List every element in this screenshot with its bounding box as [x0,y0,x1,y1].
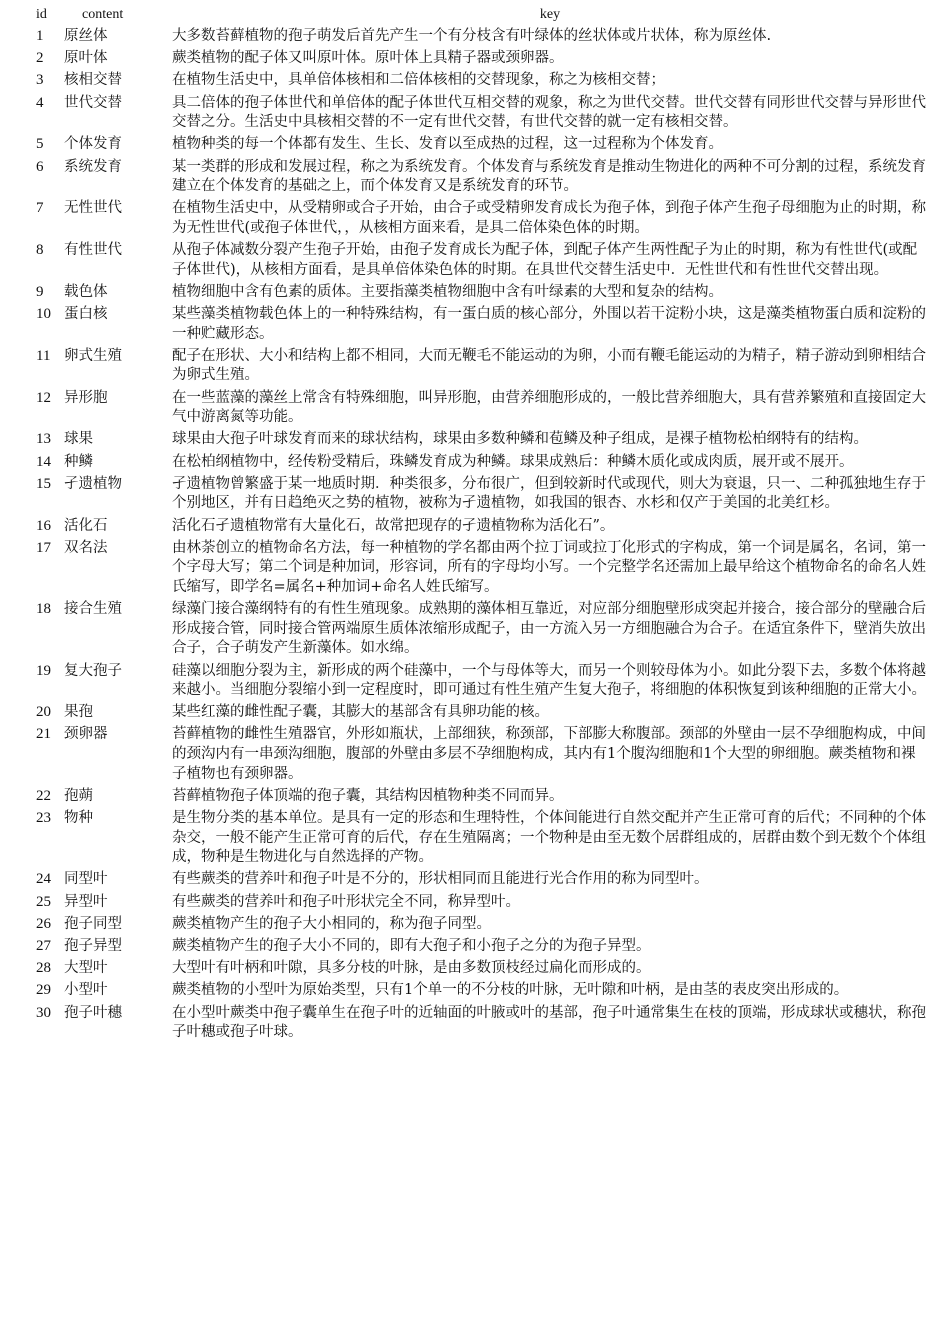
row-definition: 大型叶有叶柄和叶隙，具多分枝的叶脉，是由多数顶枝经过扁化而形成的。 [172,960,651,977]
row-term: 复大孢子 [64,662,122,679]
row-id: 15 [36,475,51,492]
header-row [34,6,928,27]
row-definition: 由林荼创立的植物命名方法，每一种植物的学名都由两个拉丁词或拉丁化形式的字构成，第一个词是属名，名词，第一个字母大写；第二个词是种加词，形容词，所有的字母均小写。一个完整学名还需加上最早给这个植物命名的命名人姓氏缩写，即学名=属名+种加词+命名人姓氏缩写。 [172,539,926,595]
row-term: 种鳞 [64,453,93,470]
row-definition: 孑遗植物曾繁盛于某一地质时期．种类很多，分布很广，但到较新时代或现代，则大为衰退，只一、二种孤独地生存于个别地区，并有日趋绝灭之势的植物，被称为孑遗植物，如我国的银杏、水杉和仅产于美国的北美红杉。 [172,475,926,512]
row-term: 果孢 [64,704,93,721]
row-id: 4 [36,94,44,111]
row-id: 19 [36,662,51,679]
table-row [34,430,928,452]
row-definition: 绿藻门接合藻纲特有的有性生殖现象。成熟期的藻体相互靠近，对应部分细胞壁形成突起并接合，接合部分的壁融合后形成接合管，同时接合管两端原生质体浓缩形成配子，由一方流入另一方细胞融合为合子。在适宜条件下，壁消失放出合子，合子萌发产生新藻体。如水绵。 [172,601,926,657]
row-id: 13 [36,431,51,448]
table-row [34,475,928,517]
row-definition: 在小型叶蕨类中孢子囊单生在孢子叶的近轴面的叶腋或叶的基部，孢子叶通常集生在枝的顶端，形成球状或穗状，称孢子叶穗或孢子叶球。 [172,1004,926,1041]
row-id: 26 [36,915,51,932]
row-term: 孢子叶穗 [64,1004,122,1021]
row-term: 孢子同型 [64,915,122,932]
table-row [34,453,928,475]
row-definition: 某些藻类植物载色体上的一种特殊结构，有一蛋白质的核心部分，外围以若干淀粉小块，这是藻类植物蛋白质和淀粉的一种贮藏形态。 [172,306,926,342]
row-term: 活化石 [64,517,108,534]
table-row [34,94,928,136]
row-term: 双名法 [64,539,108,556]
row-term: 原叶体 [64,50,108,67]
table-row [34,937,928,959]
row-id: 2 [36,50,44,67]
row-term: 载色体 [64,283,108,300]
row-definition: 在植物生活史中，从受精卵或合子开始，由合子或受精卵发育成长为孢子体，到孢子体产生孢子母细胞为止的时期，称为无性世代(或孢子体世代，，从核相方面来看，是具二倍体染色体的时期。 [172,200,926,236]
row-id: 27 [36,937,51,954]
row-definition: 苔藓植物孢子体顶端的孢子囊，其结构因植物种类不同而异。 [172,787,564,804]
row-term: 世代交替 [64,94,122,111]
row-id: 28 [36,960,51,977]
row-definition: 具二倍体的孢子体世代和单倍体的配子体世代互相交替的观象，称之为世代交替。世代交替有同形世代交替与异形世代交替之分。生活史中具核相交替的不一定有世代交替，有世代交替的就一定有核相交替。 [172,94,926,131]
table-row [34,199,928,241]
table-row [34,703,928,725]
table-row [34,27,928,49]
table-row [34,809,928,870]
row-term: 蛋白核 [64,306,108,323]
row-id: 18 [36,601,51,618]
table-row [34,787,928,809]
row-definition: 是生物分类的基本单位。是具有一定的形态和生理特性，个体间能进行自然交配并产生正常可育的后代；不同种的个体杂交，一般不能产生正常可育的后代，存在生殖隔离；一个物种是由至无数个居群组成的，居群由数个到无数个个体组成，物种是生物进化与自然选择的产物。 [172,810,926,866]
row-id: 8 [36,242,44,259]
row-definition: 配子在形状、大小和结构上都不相同，大而无鞭毛不能运动的为卵，小而有鞭毛能运动的为精子，精子游动到卵相结合为卵式生殖。 [172,347,926,384]
table-row [34,662,928,704]
row-definition: 植物细胞中含有色素的质体。主要指藻类植物细胞中含有叶绿素的大型和复杂的结构。 [172,283,723,300]
row-term: 有性世代 [64,242,122,259]
table-row [34,981,928,1003]
row-id: 17 [36,539,51,556]
row-id: 14 [36,453,51,470]
table-row [34,389,928,431]
row-id: 22 [36,787,51,804]
row-term: 物种 [64,810,93,827]
row-term: 系统发育 [64,158,122,175]
row-term: 异形胞 [64,389,108,406]
table-row [34,49,928,71]
column-header-key: key [539,7,561,22]
row-term: 大型叶 [64,960,108,977]
row-definition: 活化石孑遗植物常有大量化石，故常把现存的孑遗植物称为活化石”。 [172,517,615,534]
row-id: 30 [36,1004,51,1021]
row-id: 1 [36,28,44,44]
row-id: 20 [36,704,51,721]
row-id: 7 [36,200,44,217]
table-row [34,135,928,157]
row-definition: 从孢子体减数分裂产生孢子开始，由孢子发育成长为配子体，到配子体产生两性配子为止的时期，称为有性世代(或配子体世代)，从核相方面看，是具单倍体染色体的时期。在具世代交替生活史中．无性世代和有性世代交替出现。 [172,242,918,278]
table-row [34,241,928,283]
table-row [34,539,928,600]
row-term: 个体发育 [64,136,122,153]
row-definition: 某一类群的形成和发展过程，称之为系统发育。个体发育与系统发育是推动生物进化的两种不可分割的过程，系统发育建立在个体发育的基础之上，而个体发育又是系统发育的环节。 [172,158,926,195]
row-id: 6 [36,158,44,175]
row-id: 16 [36,517,51,534]
row-definition: 蕨类植物产生的孢子大小相同的，称为孢子同型。 [172,915,491,932]
row-definition: 苔藓植物的雌性生殖器官，外形如瓶状，上部细狭，称颈部，下部膨大称腹部。颈部的外壁由一层不孕细胞构成，中间的颈沟内有一串颈沟细胞，腹部的外壁由多层不孕细胞构成，其内有1个腹沟细胞和1个大型的卵细胞。蕨类植物和裸子植物也有颈卵器。 [172,726,926,782]
row-definition: 在松柏纲植物中，经传粉受精后，珠鳞发育成为种鳞。球果成熟后：种鳞木质化或成肉质，展开或不展开。 [172,453,854,470]
row-definition: 硅藻以细胞分裂为主，新形成的两个硅藻中，一个与母体等大，而另一个则较母体为小。如此分裂下去，多数个体将越来越小。当细胞分裂缩小到一定程度时，即可通过有性生殖产生复大孢子，将细胞的体积恢复到该种细胞的正常大小。 [172,662,926,699]
row-definition: 在植物生活史中，具单倍体核相和二倍体核相的交替现象，称之为核相交替； [172,72,665,89]
row-definition: 有些蕨类的营养叶和孢子叶是不分的，形状相同而且能进行光合作用的称为同型叶。 [172,871,709,888]
row-term: 异型叶 [64,893,108,910]
row-id: 10 [36,306,51,323]
row-definition: 有些蕨类的营养叶和孢子叶形状完全不同，称异型叶。 [172,893,520,910]
row-term: 接合生殖 [64,601,122,618]
table-body [34,27,928,1045]
row-term: 孢子异型 [64,937,122,954]
row-id: 21 [36,726,51,743]
table-row [34,915,928,937]
row-definition: 蕨类植物的配子体又叫原叶体。原叶体上具精子器或颈卵器。 [172,50,564,67]
row-id: 9 [36,283,44,300]
row-definition: 球果由大孢子叶球发育而来的球状结构，球果由多数种鳞和苞鳞及种子组成，是裸子植物松柏纲特有的结构。 [172,431,868,448]
table-row [34,347,928,389]
row-term: 颈卵器 [64,726,108,743]
row-definition: 大多数苔藓植物的孢子萌发后首先产生一个有分枝含有叶绿体的丝状体或片状体，称为原丝体. [172,28,772,44]
table-header [34,6,928,27]
row-term: 核相交替 [64,72,122,89]
row-term: 孑遗植物 [64,475,122,492]
table-row [34,600,928,661]
table-row [34,283,928,305]
row-id: 3 [36,72,44,89]
row-definition: 蕨类植物的小型叶为原始类型，只有1个单一的不分枝的叶脉，无叶隙和叶柄，是由茎的表皮突出形成的。 [172,982,849,999]
row-id: 5 [36,136,44,153]
table-row [34,893,928,915]
row-definition: 在一些蓝藻的藻丝上常含有特殊细胞，叫异形胞，由营养细胞形成的，一般比营养细胞大，具有营养繁殖和直接固定大气中游离氮等功能。 [172,389,926,426]
row-definition: 某些红藻的雌性配子囊，其膨大的基部含有具卵功能的核。 [172,704,549,721]
row-term: 无性世代 [64,200,122,217]
column-header-content: content [82,7,124,22]
table-row [34,71,928,93]
row-term: 同型叶 [64,871,108,888]
row-id: 12 [36,389,51,406]
glossary-table [34,6,928,1045]
table-row [34,305,928,347]
row-term: 孢蒴 [64,787,93,804]
row-id: 11 [36,347,51,364]
table-row [34,959,928,981]
row-id: 23 [36,810,51,827]
row-id: 29 [36,982,51,999]
row-id: 24 [36,871,51,888]
row-term: 卵式生殖 [64,347,122,364]
table-row [34,725,928,786]
column-header-id: id [36,7,47,22]
table-row [34,1004,928,1046]
row-term: 球果 [64,431,93,448]
table-row [34,517,928,539]
row-id: 25 [36,893,51,910]
row-definition: 植物种类的每一个体都有发生、生长、发育以至成热的过程，这一过程称为个体发育。 [172,136,723,153]
row-term: 原丝体 [64,28,108,44]
row-definition: 蕨类植物产生的孢子大小不同的，即有大孢子和小孢子之分的为孢子异型。 [172,937,651,954]
table-row [34,158,928,200]
table-row [34,870,928,892]
row-term: 小型叶 [64,982,108,999]
